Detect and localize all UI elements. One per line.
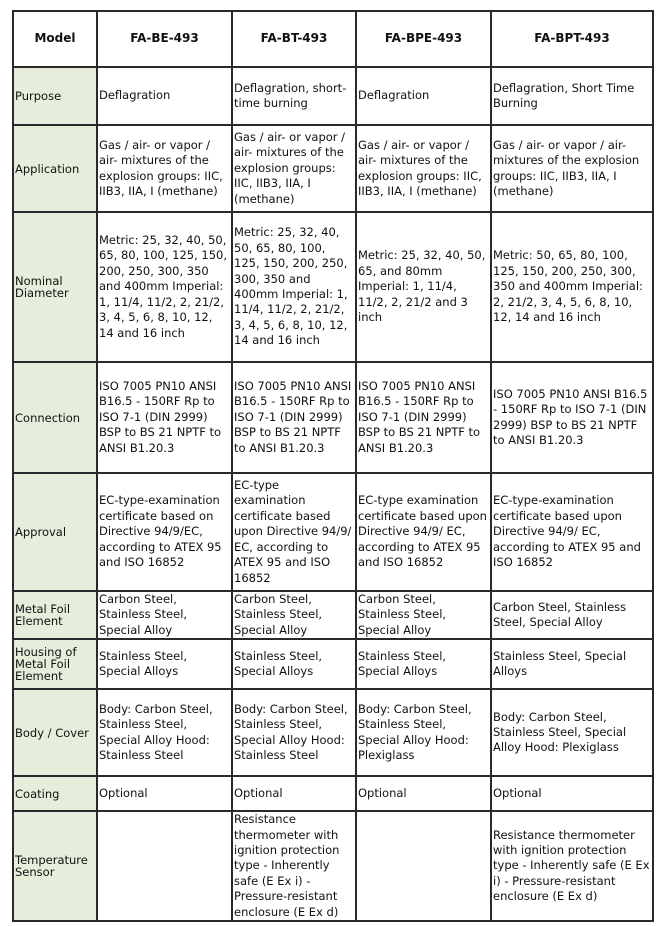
table-cell: Metric: 25, 32, 40, 50, 65, 80, 100, 125, 150, 200, 250, 300, 350 and 400mm Imperial: 1, 11/4, 11/2, 2, 21/2, 3, 4, 5, 6, 8, 10, 12, 14 and 16 inch: [232, 212, 356, 362]
table-row-purpose: [13, 67, 653, 125]
header-fa-bpt-493: FA-BPT-493: [491, 11, 653, 67]
header-model: Model: [13, 11, 97, 67]
table-cell: Deflagration: [356, 67, 491, 125]
table-row-coating: [13, 776, 653, 811]
table-row-metal-foil-element: [13, 591, 653, 639]
row-label: Connection: [13, 362, 97, 473]
table-cell: Optional: [356, 776, 491, 811]
table-cell: EC-type examination certificate based upon Directive 94/9/ EC, according to ATEX 95 and ISO 16852: [356, 473, 491, 591]
table-cell: Resistance thermometer with ignition protection type - Inherently safe (E Ex i) - Pressure-resistant enclosure (E Ex d): [491, 811, 653, 921]
table-cell: Body: Carbon Steel, Stainless Steel, Special Alloy Hood: Stainless Steel: [232, 689, 356, 776]
table-cell: Gas / air- or vapor / air- mixtures of the explosion groups: IIC, IIB3, IIA, I (methane): [356, 125, 491, 212]
row-label: Coating: [13, 776, 97, 811]
table-cell: [356, 811, 491, 921]
header-fa-bt-493: FA-BT-493: [232, 11, 356, 67]
table-row-body-cover: [13, 689, 653, 776]
table-cell: Stainless Steel, Special Alloys: [491, 639, 653, 689]
table-cell: Carbon Steel, Stainless Steel, Special Alloy: [232, 591, 356, 639]
table-cell: Optional: [491, 776, 653, 811]
table-cell: Metric: 50, 65, 80, 100, 125, 150, 200, 250, 300, 350 and 400mm Imperial: 2, 21/2, 3, 4, 5, 6, 8, 10, 12, 14 and 16 inch: [491, 212, 653, 362]
table-cell: Metric: 25, 32, 40, 50, 65, 80, 100, 125, 150, 200, 250, 300, 350 and 400mm Imperial: 1, 11/4, 11/2, 2, 21/2, 3, 4, 5, 6, 8, 10, 12, 14 and 16 inch: [97, 212, 232, 362]
table-cell: Deflagration, Short Time Burning: [491, 67, 653, 125]
table-cell: Deflagration, short-time burning: [232, 67, 356, 125]
table-cell: Carbon Steel, Stainless Steel, Special Alloy: [491, 591, 653, 639]
table-cell: [97, 811, 232, 921]
table-cell: Stainless Steel, Special Alloys: [97, 639, 232, 689]
header-fa-be-493: FA-BE-493: [97, 11, 232, 67]
table-row-housing: [13, 639, 653, 689]
table-cell: Carbon Steel, Stainless Steel, Special Alloy: [97, 591, 232, 639]
row-label: Approval: [13, 473, 97, 591]
table-cell: Deflagration: [97, 67, 232, 125]
row-label: Nominal Diameter: [13, 212, 97, 362]
header-fa-bpe-493: FA-BPE-493: [356, 11, 491, 67]
table-row-nominal-diameter: [13, 212, 653, 362]
table-cell: Optional: [232, 776, 356, 811]
table-cell: Metric: 25, 32, 40, 50, 65, and 80mm Imperial: 1, 11/4, 11/2, 2, 21/2 and 3 inch: [356, 212, 491, 362]
table-header-row: [13, 11, 653, 67]
row-label: Housing of Metal Foil Element: [13, 639, 97, 689]
table-cell: Stainless Steel, Special Alloys: [232, 639, 356, 689]
table-cell: EC-type-examination certificate based on Directive 94/9/EC, according to ATEX 95 and ISO 16852: [97, 473, 232, 591]
table-cell: ISO 7005 PN10 ANSI B16.5 - 150RF Rp to ISO 7-1 (DIN 2999) BSP to BS 21 NPTF to ANSI B1.20.3: [491, 362, 653, 473]
table-row-approval: [13, 473, 653, 591]
row-label: Purpose: [13, 67, 97, 125]
table-row-temperature-sensor: [13, 811, 653, 921]
table-cell: EC-type-examination certificate based upon Directive 94/9/ EC, according to ATEX 95 and ISO 16852: [491, 473, 653, 591]
table-cell: ISO 7005 PN10 ANSI B16.5 - 150RF Rp to ISO 7-1 (DIN 2999) BSP to BS 21 NPTF to ANSI B1.20.3: [97, 362, 232, 473]
table-cell: ISO 7005 PN10 ANSI B16.5 - 150RF Rp to ISO 7-1 (DIN 2999) BSP to BS 21 NPTF to ANSI B1.20.3: [232, 362, 356, 473]
row-label: Application: [13, 125, 97, 212]
row-label: Temperature Sensor: [13, 811, 97, 921]
table-cell: EC-type examination certificate based upon Directive 94/9/ EC, according to ATEX 95 and ISO 16852: [232, 473, 356, 591]
table-cell: Body: Carbon Steel, Stainless Steel, Special Alloy Hood: Plexiglass: [356, 689, 491, 776]
table-cell: Stainless Steel, Special Alloys: [356, 639, 491, 689]
table-cell: Gas / air- or vapor / air- mixtures of the explosion groups: IIC, IIB3, IIA, I (methane): [491, 125, 653, 212]
table-cell: Carbon Steel, Stainless Steel, Special Alloy: [356, 591, 491, 639]
row-label: Body / Cover: [13, 689, 97, 776]
row-label: Metal Foil Element: [13, 591, 97, 639]
table-row-connection: [13, 362, 653, 473]
spec-table: [12, 10, 654, 922]
table-cell: Optional: [97, 776, 232, 811]
table-cell: Gas / air- or vapor / air- mixtures of the explosion groups: IIC, IIB3, IIA, I (methane): [232, 125, 356, 212]
table-cell: Body: Carbon Steel, Stainless Steel, Special Alloy Hood: Plexiglass: [491, 689, 653, 776]
table-cell: Body: Carbon Steel, Stainless Steel, Special Alloy Hood: Stainless Steel: [97, 689, 232, 776]
table-cell: Gas / air- or vapor / air- mixtures of the explosion groups: IIC, IIB3, IIA, I (methane): [97, 125, 232, 212]
table-cell: Resistance thermometer with ignition protection type - Inherently safe (E Ex i) - Pressure-resistant enclosure (E Ex d): [232, 811, 356, 921]
table-row-application: [13, 125, 653, 212]
table-cell: ISO 7005 PN10 ANSI B16.5 - 150RF Rp to ISO 7-1 (DIN 2999) BSP to BS 21 NPTF to ANSI B1.20.3: [356, 362, 491, 473]
